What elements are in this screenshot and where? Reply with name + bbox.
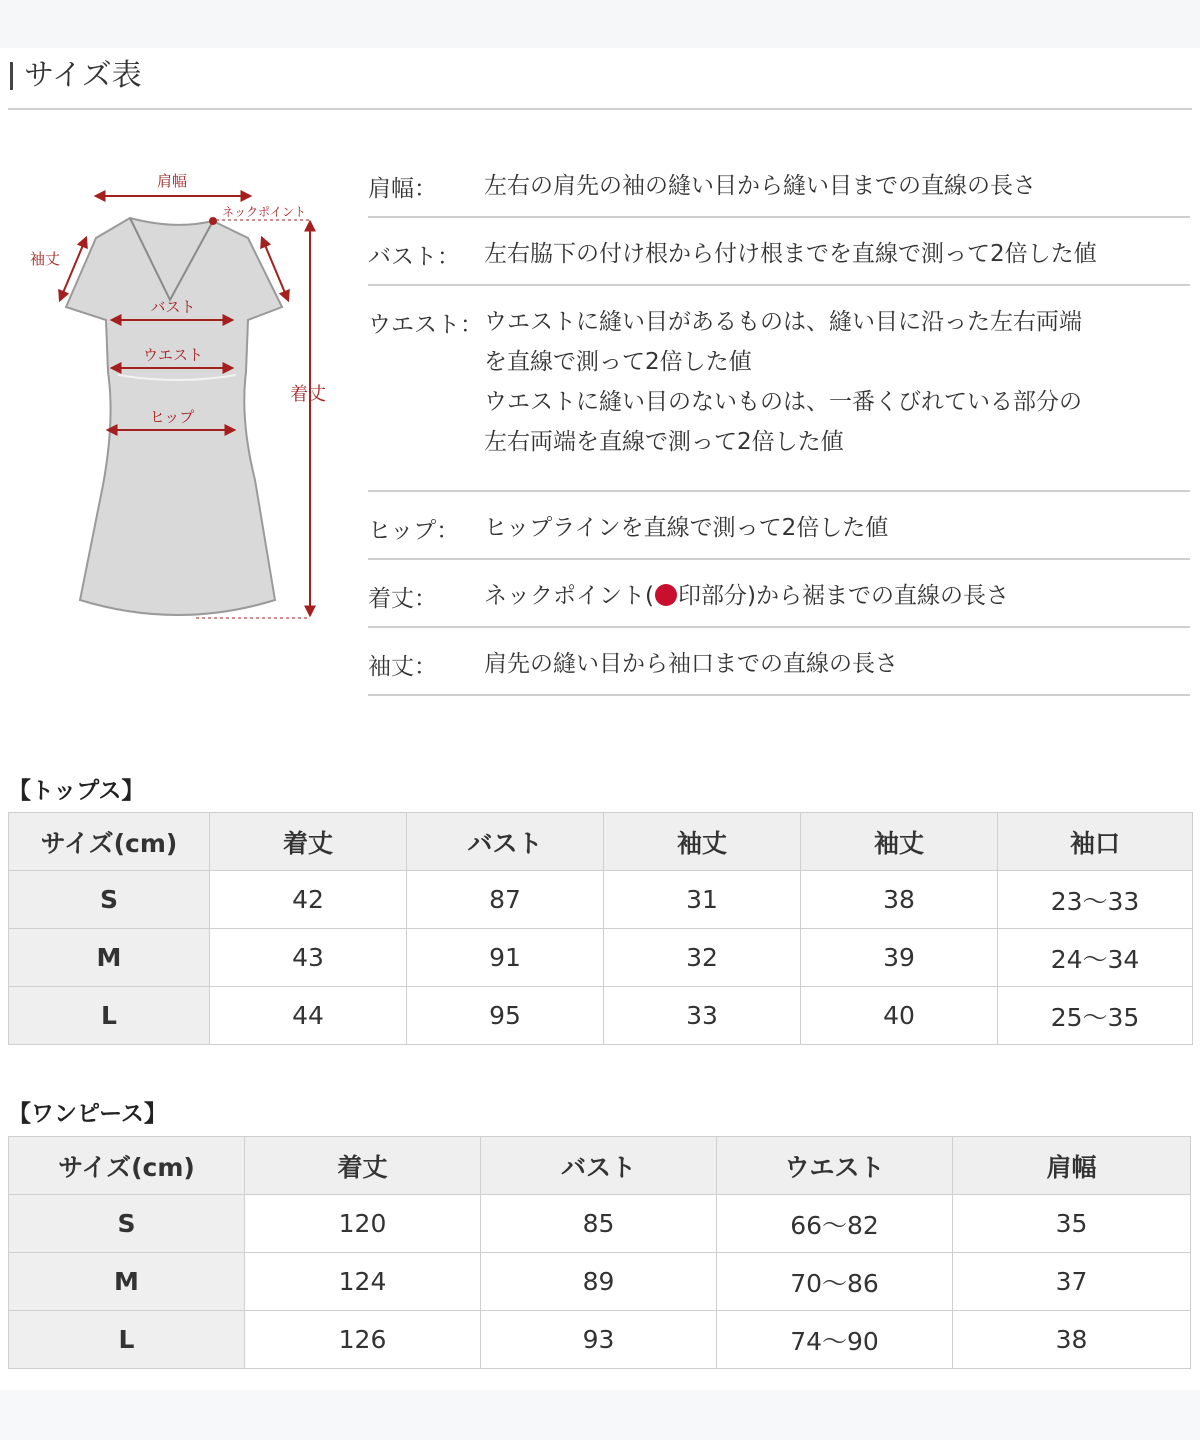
table-cell: 87: [407, 871, 604, 929]
size-label: L: [9, 1311, 245, 1369]
sleeve-label: 袖丈: [30, 250, 61, 268]
tops-section-title: 【トップス】: [8, 778, 145, 804]
definition-text: ウエストに縫い目のないものは、一番くびれている部分の: [484, 389, 1082, 415]
definition-text: 左右脇下の付け根から付け根までを直線で測って2倍した値: [484, 241, 1097, 267]
column-header: サイズ(cm): [9, 1137, 245, 1195]
table-cell: 33: [604, 987, 801, 1045]
table-row: [9, 1253, 1191, 1311]
table-cell: 38: [953, 1311, 1191, 1369]
definition-waist: [368, 286, 1190, 492]
table-cell: 95: [407, 987, 604, 1045]
column-header: 肩幅: [953, 1137, 1191, 1195]
column-header: 袖丈: [604, 813, 801, 871]
size-label: M: [9, 1253, 245, 1311]
size-label: S: [9, 1195, 245, 1253]
table-row: [9, 1311, 1191, 1369]
table-header-row: [9, 813, 1193, 871]
column-header: 着丈: [210, 813, 407, 871]
neck-point-dot: [209, 217, 217, 225]
table-cell: 42: [210, 871, 407, 929]
definition-text: 肩先の縫い目から袖口までの直線の長さ: [484, 651, 898, 677]
table-cell: 74～90: [717, 1311, 953, 1369]
table-cell: 31: [604, 871, 801, 929]
column-header: バスト: [407, 813, 604, 871]
table-cell: 39: [801, 929, 998, 987]
definition-term: 袖丈：: [368, 654, 437, 680]
column-header: サイズ(cm): [9, 813, 210, 871]
definition-text-after: 印部分)から裾までの直線の長さ: [677, 583, 1009, 609]
table-cell: 66～82: [717, 1195, 953, 1253]
definitions-list: [368, 160, 1190, 696]
bust-label: バスト: [150, 298, 196, 316]
table-cell: 44: [210, 987, 407, 1045]
column-header: バスト: [481, 1137, 717, 1195]
size-label: M: [9, 929, 210, 987]
definition-bust: [368, 218, 1190, 286]
table-cell: 38: [801, 871, 998, 929]
header-divider: [8, 108, 1192, 110]
title-bar: [10, 62, 13, 90]
table-row: [9, 987, 1193, 1045]
definition-term: 着丈：: [368, 586, 437, 612]
table-row: [9, 871, 1193, 929]
definition-text: ヒップラインを直線で測って2倍した値: [484, 515, 889, 541]
definition-term: ウエスト：: [368, 312, 483, 338]
column-header: 袖丈: [801, 813, 998, 871]
onepiece-size-table: [8, 1136, 1191, 1369]
definition-text: [484, 576, 1009, 616]
definition-text: 左右の肩先の袖の縫い目から縫い目までの直線の長さ: [484, 173, 1036, 199]
definition-length: [368, 560, 1190, 628]
definition-text-before: ネックポイント(: [484, 583, 654, 609]
size-label: S: [9, 871, 210, 929]
waist-label: ウエスト: [142, 346, 204, 364]
tops-size-table: [8, 812, 1193, 1045]
column-header: 袖口: [998, 813, 1193, 871]
table-cell: 70～86: [717, 1253, 953, 1311]
shoulder-label: 肩幅: [156, 172, 188, 190]
definition-hip: [368, 492, 1190, 560]
table-cell: 43: [210, 929, 407, 987]
column-header: 着丈: [245, 1137, 481, 1195]
table-header-row: [9, 1137, 1191, 1195]
definition-sleeve: [368, 628, 1190, 696]
definition-shoulder: [368, 160, 1190, 218]
table-cell: 89: [481, 1253, 717, 1311]
definition-term: ヒップ：: [368, 518, 460, 544]
hip-label: ヒップ: [149, 408, 195, 426]
definition-text: を直線で測って2倍した値: [484, 349, 752, 375]
table-cell: 124: [245, 1253, 481, 1311]
table-cell: 32: [604, 929, 801, 987]
page-title: [10, 56, 142, 96]
table-cell: 126: [245, 1311, 481, 1369]
onepiece-section-title: 【ワンピース】: [8, 1101, 167, 1127]
bottom-band: [0, 1390, 1200, 1440]
definition-term: 肩幅：: [368, 176, 437, 202]
definition-text: ウエストに縫い目があるものは、縫い目に沿った左右両端: [484, 309, 1082, 335]
garment-diagram: [0, 160, 350, 630]
definition-text: 左右両端を直線で測って2倍した値: [484, 429, 844, 455]
page-title-text: サイズ表: [24, 58, 142, 93]
table-cell: 40: [801, 987, 998, 1045]
table-cell: 23～33: [998, 871, 1193, 929]
table-cell: 35: [953, 1195, 1191, 1253]
neck-point-dot-icon: [655, 584, 677, 606]
column-header: ウエスト: [717, 1137, 953, 1195]
table-cell: 91: [407, 929, 604, 987]
table-cell: 24～34: [998, 929, 1193, 987]
table-row: [9, 1195, 1191, 1253]
table-cell: 25～35: [998, 987, 1193, 1045]
table-cell: 93: [481, 1311, 717, 1369]
table-row: [9, 929, 1193, 987]
length-label: 着丈: [290, 384, 326, 405]
definition-term: バスト：: [368, 244, 460, 270]
table-cell: 37: [953, 1253, 1191, 1311]
top-band: [0, 0, 1200, 48]
table-cell: 120: [245, 1195, 481, 1253]
neck-point-label: ネックポイント: [222, 205, 307, 219]
size-label: L: [9, 987, 210, 1045]
table-cell: 85: [481, 1195, 717, 1253]
